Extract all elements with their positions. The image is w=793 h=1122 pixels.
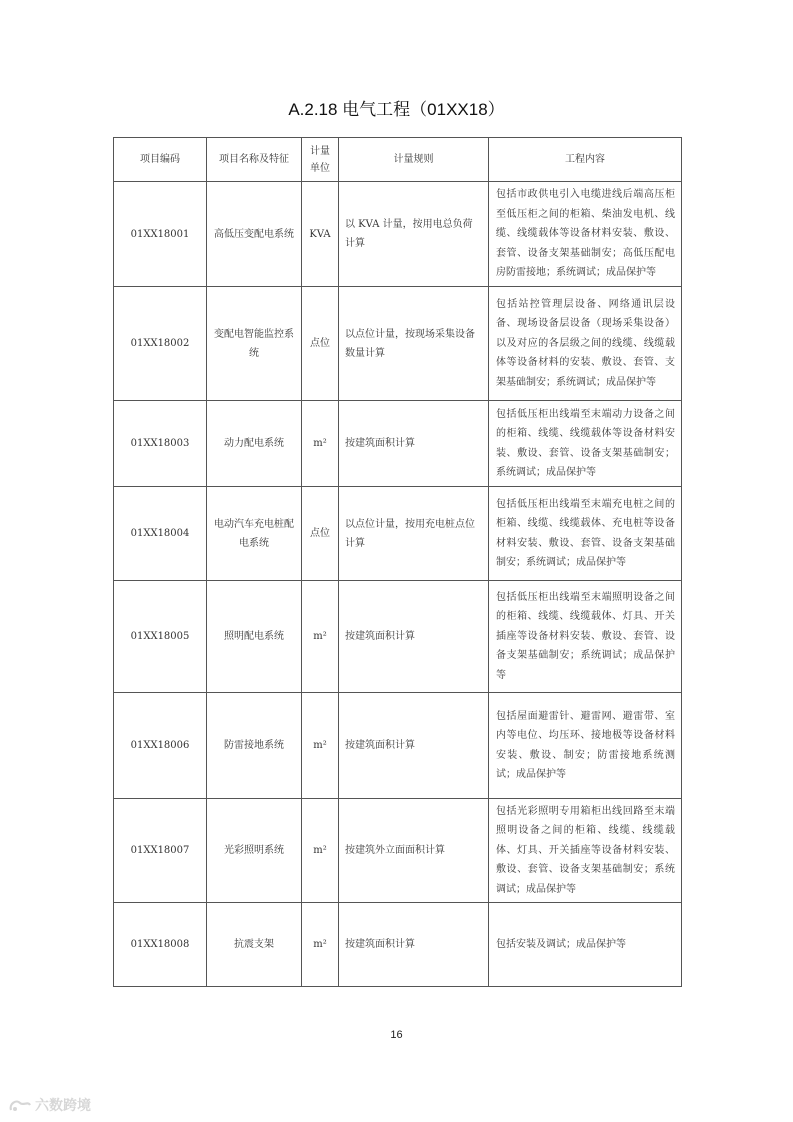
- header-unit: 计量单位: [302, 138, 339, 182]
- item-content: 包括安装及调试；成品保护等: [489, 903, 682, 987]
- table-row: [114, 903, 682, 987]
- item-code: 01XX18001: [114, 182, 207, 287]
- item-code: 01XX18006: [114, 693, 207, 799]
- item-code: 01XX18005: [114, 581, 207, 693]
- item-code: 01XX18004: [114, 487, 207, 581]
- header-rule: 计量规则: [339, 138, 489, 182]
- item-content: 包括市政供电引入电缆进线后端高压柜至低压柜之间的柜箱、柴油发电机、线缆、线缆载体等设备材料安装、敷设、套管、设备支架基础制安；高低压配电房防雷接地；系统调试；成品保护等: [489, 182, 682, 287]
- item-rule: 以点位计量，按用充电桩点位计算: [339, 487, 489, 581]
- item-content: 包括屋面避雷针、避雷网、避雷带、室内等电位、均压环、接地极等设备材料安装、敷设、制安；防雷接地系统测试；成品保护等: [489, 693, 682, 799]
- table-header-row: [114, 138, 682, 182]
- item-name: 照明配电系统: [207, 581, 302, 693]
- header-name: 项目名称及特征: [207, 138, 302, 182]
- table-row: [114, 799, 682, 903]
- item-name: 电动汽车充电桩配电系统: [207, 487, 302, 581]
- header-code: 项目编码: [114, 138, 207, 182]
- table-row: [114, 287, 682, 401]
- item-name: 变配电智能监控系统: [207, 287, 302, 401]
- item-unit: 点位: [302, 287, 339, 401]
- item-code: 01XX18002: [114, 287, 207, 401]
- watermark-logo-icon: [8, 1097, 32, 1113]
- item-name: 光彩照明系统: [207, 799, 302, 903]
- item-unit: m²: [302, 903, 339, 987]
- item-rule: 按建筑面积计算: [339, 581, 489, 693]
- item-name: 高低压变配电系统: [207, 182, 302, 287]
- table-row: [114, 401, 682, 487]
- electrical-engineering-table: [113, 137, 682, 987]
- item-code: 01XX18003: [114, 401, 207, 487]
- item-unit: m²: [302, 799, 339, 903]
- item-name: 动力配电系统: [207, 401, 302, 487]
- item-code: 01XX18007: [114, 799, 207, 903]
- item-unit: m²: [302, 401, 339, 487]
- item-rule: 以 KVA 计量，按用电总负荷计算: [339, 182, 489, 287]
- watermark: [8, 1095, 91, 1115]
- item-content: 包括低压柜出线端至末端动力设备之间的柜箱、线缆、线缆载体等设备材料安装、敷设、套管、设备支架基础制安；系统调试；成品保护等: [489, 401, 682, 487]
- item-rule: 以点位计量，按现场采集设备数量计算: [339, 287, 489, 401]
- item-rule: 按建筑面积计算: [339, 903, 489, 987]
- item-content: 包括光彩照明专用箱柜出线回路至末端照明设备之间的柜箱、线缆、线缆载体、灯具、开关插座等设备材料安装、敷设、套管、设备支架基础制安；系统调试；成品保护等: [489, 799, 682, 903]
- table-row: [114, 693, 682, 799]
- item-content: 包括站控管理层设备、网络通讯层设备、现场设备层设备（现场采集设备）以及对应的各层级之间的线缆、线缆载体等设备材料的安装、敷设、套管、支架基础制安；系统调试；成品保护等: [489, 287, 682, 401]
- page-title: A.2.18 电气工程（01XX18）: [288, 100, 505, 119]
- item-content: 包括低压柜出线端至末端充电桩之间的柜箱、线缆、线缆载体、充电桩等设备材料安装、敷设、套管、设备支架基础制安；系统调试；成品保护等: [489, 487, 682, 581]
- item-content: 包括低压柜出线端至末端照明设备之间的柜箱、线缆、线缆载体、灯具、开关插座等设备材料安装、敷设、套管、设备支架基础制安；系统调试；成品保护等: [489, 581, 682, 693]
- item-unit: 点位: [302, 487, 339, 581]
- watermark-text: 六数跨境: [35, 1098, 91, 1114]
- item-rule: 按建筑面积计算: [339, 693, 489, 799]
- item-name: 抗震支架: [207, 903, 302, 987]
- table-row: [114, 182, 682, 287]
- item-rule: 按建筑面积计算: [339, 401, 489, 487]
- page-number: 16: [390, 1029, 403, 1041]
- header-content: 工程内容: [489, 138, 682, 182]
- item-name: 防雷接地系统: [207, 693, 302, 799]
- item-code: 01XX18008: [114, 903, 207, 987]
- item-rule: 按建筑外立面面积计算: [339, 799, 489, 903]
- table-row: [114, 581, 682, 693]
- item-unit: KVA: [302, 182, 339, 287]
- table-row: [114, 487, 682, 581]
- item-unit: m²: [302, 693, 339, 799]
- item-unit: m²: [302, 581, 339, 693]
